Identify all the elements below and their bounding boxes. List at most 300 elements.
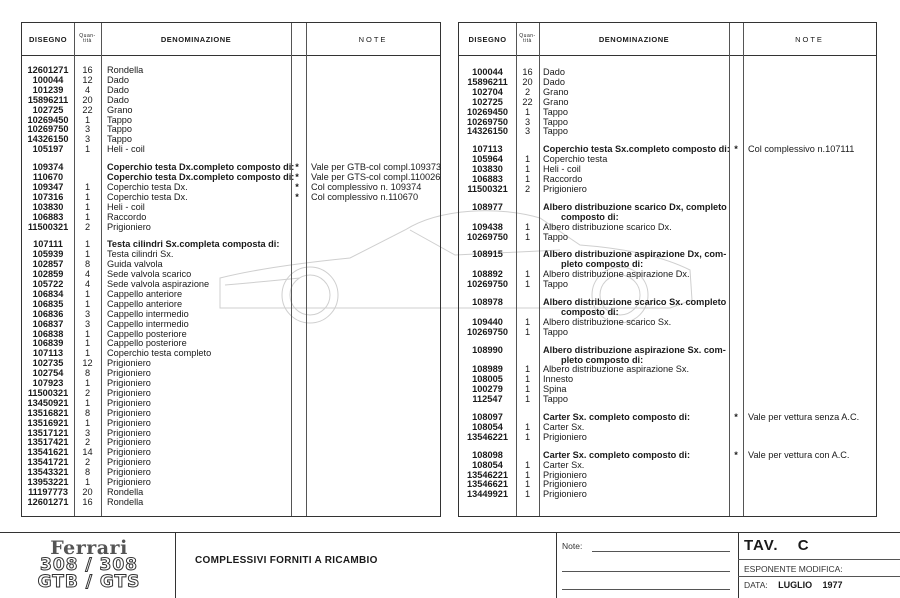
table-row: [459, 470, 876, 480]
description: Albero distribuzione aspirazione Dx.: [543, 269, 690, 280]
asterisk-marker: *: [734, 144, 738, 155]
header-note: NOTE: [358, 34, 388, 44]
table-row: [22, 65, 440, 75]
part-number: 100044: [472, 67, 503, 77]
part-number: 107923: [32, 378, 64, 388]
description: Prigioniero: [107, 378, 151, 388]
part-number: 108054: [472, 421, 503, 432]
table-row: [22, 144, 440, 154]
quantity: 1: [524, 431, 531, 442]
header-quantita-line1: Quan-: [79, 33, 96, 39]
quantity: 8: [84, 368, 91, 379]
brand-name: Ferrari: [50, 537, 128, 559]
table-row: [22, 269, 440, 279]
table-row: [459, 460, 876, 470]
quantity: 1: [524, 174, 531, 184]
description: Prigioniero: [107, 417, 151, 428]
description: Grano: [543, 86, 569, 97]
quantity: 8: [84, 467, 91, 478]
quantity: 1: [524, 221, 531, 232]
part-number: 108978: [472, 297, 503, 307]
part-number: 103830: [32, 201, 64, 212]
table-row: [459, 307, 876, 317]
description: Prigioniero: [107, 457, 151, 468]
part-number: 10269750: [467, 326, 508, 337]
tavola-label: [744, 537, 810, 554]
date-label: DATA:: [744, 580, 768, 590]
table-header: [459, 23, 876, 56]
description: composto di:: [561, 211, 619, 222]
description: Prigioniero: [107, 447, 151, 458]
part-number: 105722: [32, 279, 64, 289]
table-row: [22, 408, 440, 418]
table-row: [22, 259, 440, 269]
description: Prigioniero: [107, 477, 151, 487]
header-quantita-line1: Quan-: [519, 33, 536, 39]
part-number: 103830: [472, 164, 503, 175]
quantity: 1: [84, 201, 91, 212]
table-row: [459, 77, 876, 87]
description: Cappello anteriore: [107, 288, 183, 299]
quantity: 1: [84, 477, 91, 487]
description: Prigioniero: [107, 467, 151, 478]
description: Tappo: [107, 124, 133, 135]
part-number: 13516821: [27, 407, 69, 418]
table-row: [22, 418, 440, 428]
note-text: Vale per GTB-col compl.109373: [311, 162, 442, 173]
description: Carter Sx.: [543, 421, 585, 432]
description: Dado: [107, 84, 129, 95]
description: Heli - coil: [543, 164, 581, 175]
quantity: 3: [84, 308, 91, 319]
note-text: Col complessivo n.110670: [311, 191, 419, 202]
table-row: [22, 428, 440, 438]
description: Cappello anteriore: [107, 298, 183, 309]
quantity: 1: [84, 288, 91, 299]
parts-table-right: [458, 22, 877, 517]
description: Coperchio testa Dx.completo composto di:: [107, 172, 295, 182]
part-number: 107113: [32, 348, 64, 359]
part-number: 13543321: [27, 467, 69, 478]
description: Albero distribuzione scarico Sx.: [543, 316, 672, 327]
table-row: [459, 317, 876, 327]
part-number: 106838: [32, 328, 64, 339]
table-row: [22, 467, 440, 477]
table-row: [459, 479, 876, 489]
part-number: 106883: [472, 174, 503, 184]
quantity: 12: [82, 358, 93, 369]
table-row: [459, 126, 876, 136]
part-number: 13541721: [27, 457, 69, 468]
part-number: 108005: [472, 374, 503, 385]
notes-field: [562, 541, 732, 551]
table-row: [22, 338, 440, 348]
table-row: [459, 412, 876, 422]
date-year: 1977: [822, 580, 843, 590]
quantity: 1: [84, 211, 91, 222]
quantity: 4: [84, 84, 91, 95]
part-number: 15896211: [467, 76, 508, 87]
description: Tappo: [107, 134, 133, 145]
document-title: COMPLESSIVI FORNITI A RICAMBIO: [195, 555, 378, 566]
part-number: 110670: [32, 172, 64, 182]
table-row: [22, 348, 440, 358]
part-number: 107316: [32, 191, 64, 202]
quantity: 1: [84, 181, 91, 192]
quantity: 1: [84, 417, 91, 428]
description: Coperchio testa: [543, 154, 608, 165]
table-row: [22, 162, 440, 172]
table-row: [22, 398, 440, 408]
description: Coperchio testa Dx.: [107, 181, 188, 192]
table-row: [459, 87, 876, 97]
description: Albero distribuzione aspirazione Sx. com-: [543, 344, 726, 355]
part-number: 109347: [32, 181, 64, 192]
description: Heli - coil: [107, 201, 145, 212]
description: Tappo: [543, 394, 569, 405]
description: Cappello intermedio: [107, 318, 189, 329]
part-number: 108989: [472, 364, 503, 375]
part-number: 11500321: [467, 183, 508, 194]
part-number: 13517121: [27, 427, 69, 438]
description: Albero distribuzione aspirazione Dx, com-: [543, 249, 727, 260]
quantity: 1: [84, 378, 91, 388]
notes-line: [562, 571, 730, 572]
description: Cappello posteriore: [107, 338, 187, 349]
table-row: [459, 450, 876, 460]
description: Albero distribuzione scarico Dx.: [543, 221, 672, 232]
table-row: [22, 95, 440, 105]
table-row: [459, 327, 876, 337]
quantity: 1: [524, 394, 531, 405]
asterisk-marker: *: [295, 172, 299, 182]
table-row: [22, 447, 440, 457]
description: Sede valvola scarico: [107, 269, 192, 280]
description: Dado: [107, 94, 129, 105]
part-number: 102725: [32, 104, 64, 115]
table-row: [22, 378, 440, 388]
table-row: [459, 144, 876, 154]
part-number: 13450921: [27, 397, 69, 408]
quantity: 22: [82, 104, 93, 115]
quantity: 2: [84, 387, 91, 398]
table-row: [459, 249, 876, 259]
asterisk-marker: *: [295, 191, 299, 202]
description: pleto composto di:: [561, 354, 644, 365]
quantity: 3: [84, 427, 91, 438]
quantity: 1: [524, 154, 531, 165]
header-quantita-line2: tità: [83, 38, 92, 44]
description: Coperchio testa Dx.: [107, 191, 188, 202]
table-row: [22, 289, 440, 299]
quantity: 3: [524, 126, 531, 137]
part-number: 10269750: [467, 231, 508, 242]
table-row: [22, 192, 440, 202]
description: Tappo: [543, 116, 569, 127]
asterisk-marker: *: [295, 181, 299, 192]
quantity: 1: [524, 316, 531, 327]
table-row: [22, 85, 440, 95]
table-row: [459, 164, 876, 174]
quantity: 16: [82, 65, 93, 75]
table-row: [22, 222, 440, 232]
part-number: 105964: [472, 154, 503, 165]
description: Prigioniero: [543, 479, 587, 490]
description: Grano: [107, 104, 133, 115]
description: Rondella: [107, 486, 144, 497]
description: Raccordo: [107, 211, 147, 222]
part-number: 109440: [472, 316, 503, 327]
description: Prigioniero: [107, 221, 151, 232]
part-number: 13449921: [467, 489, 508, 500]
quantity: 1: [84, 239, 91, 250]
description: Rondella: [107, 496, 144, 507]
part-number: 14326150: [27, 134, 69, 145]
quantity: 1: [84, 328, 91, 339]
date-month: LUGLIO: [778, 580, 813, 590]
description: Grano: [543, 96, 569, 107]
part-number: 106883: [32, 211, 64, 222]
asterisk-marker: *: [295, 162, 299, 173]
part-number: 12601271: [27, 496, 69, 507]
quantity: 22: [522, 96, 533, 107]
quantity: 2: [84, 221, 91, 232]
header-quantita: [516, 23, 539, 55]
table-row: [22, 115, 440, 125]
description: Innesto: [543, 374, 574, 385]
quantity: 1: [524, 364, 531, 375]
part-number: 108098: [472, 449, 503, 460]
table-row: [22, 134, 440, 144]
part-number: 105939: [32, 249, 64, 260]
description: Albero distribuzione scarico Dx, completo: [543, 201, 727, 212]
part-number: 12601271: [27, 65, 69, 75]
quantity: 3: [524, 116, 531, 127]
part-number: 106835: [32, 298, 64, 309]
description: Prigioniero: [543, 469, 587, 480]
table-row: [459, 154, 876, 164]
table-row: [459, 422, 876, 432]
quantity: 1: [524, 421, 531, 432]
description: Prigioniero: [107, 407, 151, 418]
quantity: 1: [524, 374, 531, 385]
description: composto di:: [561, 306, 619, 317]
description: Tappo: [543, 126, 569, 137]
table-row: [22, 388, 440, 398]
part-number: 102857: [32, 259, 64, 270]
table-row: [459, 364, 876, 374]
description: Prigioniero: [107, 387, 151, 398]
description: Prigioniero: [107, 358, 151, 369]
table-row: [459, 107, 876, 117]
quantity: 14: [82, 447, 93, 458]
part-number: 102735: [32, 358, 64, 369]
esponente-modifica: ESPONENTE MODIFICA:: [744, 564, 843, 574]
part-number: 108097: [472, 412, 503, 422]
table-row: [22, 487, 440, 497]
part-number: 106834: [32, 288, 64, 299]
part-number: 13516921: [27, 417, 69, 428]
table-row: [459, 384, 876, 394]
notes-label: Note:: [562, 541, 583, 551]
quantity: 1: [84, 338, 91, 349]
description: Albero distribuzione aspirazione Sx.: [543, 364, 690, 375]
part-number: 13546221: [467, 431, 508, 442]
model-line-1: 308 / 308: [39, 555, 139, 575]
part-number: 10269750: [467, 116, 508, 127]
table-row: [459, 222, 876, 232]
quantity: 3: [84, 134, 91, 145]
table-row: [22, 202, 440, 212]
quantity: 1: [524, 489, 531, 500]
quantity: 12: [82, 74, 93, 85]
description: Prigioniero: [107, 437, 151, 448]
part-number: 106837: [32, 318, 64, 329]
table-row: [459, 174, 876, 184]
quantity: 1: [84, 191, 91, 202]
table-row: [22, 437, 440, 447]
description: Tappo: [543, 231, 569, 242]
part-number: 100279: [472, 384, 503, 395]
part-number: 10269750: [467, 279, 508, 290]
tav-value: C: [797, 537, 810, 554]
table-row: [459, 184, 876, 194]
part-number: 11500321: [27, 221, 69, 232]
table-row: [459, 374, 876, 384]
description: Prigioniero: [107, 427, 151, 438]
description: Raccordo: [543, 174, 583, 184]
quantity: 8: [84, 259, 91, 270]
table-row: [459, 259, 876, 269]
table-row: [22, 299, 440, 309]
parts-table-left: [21, 22, 441, 517]
description: Tappo: [107, 114, 133, 125]
quantity: 16: [82, 496, 93, 507]
table-row: [459, 202, 876, 212]
quantity: 1: [524, 469, 531, 480]
title-block: [0, 532, 900, 598]
part-number: 105197: [32, 144, 64, 155]
quantity: 2: [524, 86, 531, 97]
model-line-2: GTB / GTS: [37, 572, 141, 592]
table-row: [459, 212, 876, 222]
description: Prigioniero: [543, 489, 587, 500]
quantity: 1: [524, 459, 531, 470]
quantity: 20: [522, 76, 533, 87]
header-quantita-line2: tità: [523, 38, 532, 44]
description: Carter Sx. completo composto di:: [543, 449, 691, 460]
quantity: 1: [84, 397, 91, 408]
quantity: 1: [84, 144, 91, 155]
table-row: [22, 358, 440, 368]
description: Dado: [543, 76, 565, 87]
description: pleto composto di:: [561, 259, 644, 270]
date-field: [744, 580, 843, 590]
part-number: 13546621: [467, 479, 508, 490]
quantity: 1: [524, 164, 531, 175]
note-text: Vale per GTS-col compl.110026: [311, 172, 441, 182]
description: Heli - coil: [107, 144, 145, 155]
table-row: [22, 75, 440, 85]
part-number: 101239: [32, 84, 64, 95]
part-number: 15896211: [27, 94, 69, 105]
part-number: 108990: [472, 344, 503, 355]
table-row: [459, 345, 876, 355]
part-number: 102754: [32, 368, 64, 379]
quantity: 1: [84, 298, 91, 309]
table-row: [22, 212, 440, 222]
part-number: 107113: [472, 144, 503, 155]
part-number: 108915: [472, 249, 503, 260]
table-header: [22, 23, 440, 56]
quantity: 2: [84, 437, 91, 448]
quantity: 1: [524, 279, 531, 290]
quantity: 20: [82, 94, 93, 105]
table-row: [459, 489, 876, 499]
table-row: [459, 297, 876, 307]
ferrari-logo: [14, 539, 164, 591]
description: Testa cilindri Sx.: [107, 249, 174, 260]
table-row: [459, 67, 876, 77]
description: Prigioniero: [107, 397, 151, 408]
part-number: 13517421: [27, 437, 69, 448]
description: Dado: [543, 67, 565, 77]
quantity: 1: [524, 269, 531, 280]
table-row: [22, 279, 440, 289]
note-text: Col complessivo n. 109374: [311, 181, 422, 192]
part-number: 14326150: [467, 126, 508, 137]
table-row: [459, 279, 876, 289]
description: Tappo: [543, 279, 569, 290]
table-row: [459, 269, 876, 279]
tav-label: TAV.: [744, 537, 779, 554]
table-row: [22, 457, 440, 467]
part-number: 11500321: [27, 387, 69, 398]
table-row: [22, 319, 440, 329]
description: Coperchio testa completo: [107, 348, 212, 359]
part-number: 13546221: [467, 469, 508, 480]
note-text: Vale per vettura con A.C.: [748, 449, 850, 460]
part-number: 13953221: [27, 477, 69, 487]
quantity: 16: [522, 67, 533, 77]
quantity: 3: [84, 318, 91, 329]
table-row: [22, 239, 440, 249]
table-row: [459, 97, 876, 107]
description: Albero distribuzione scarico Sx. completo: [543, 297, 727, 307]
part-number: 10269750: [27, 124, 69, 135]
description: Prigioniero: [107, 368, 151, 379]
table-row: [22, 249, 440, 259]
description: Carter Sx.: [543, 459, 585, 470]
table-row: [22, 329, 440, 339]
part-number: 107111: [33, 239, 63, 250]
table-row: [22, 309, 440, 319]
table-row: [22, 124, 440, 134]
description: Guida valvola: [107, 259, 163, 270]
description: Dado: [107, 74, 129, 85]
quantity: 1: [84, 114, 91, 125]
table-row: [459, 117, 876, 127]
part-number: 102704: [472, 86, 503, 97]
header-disegno: DISEGNO: [468, 34, 507, 44]
header-denominazione: DENOMINAZIONE: [598, 34, 670, 44]
quantity: 4: [84, 269, 91, 280]
description: Rondella: [107, 65, 144, 75]
part-number: 11197773: [28, 486, 68, 497]
quantity: 4: [84, 279, 91, 289]
table-row: [459, 394, 876, 404]
table-row: [22, 368, 440, 378]
